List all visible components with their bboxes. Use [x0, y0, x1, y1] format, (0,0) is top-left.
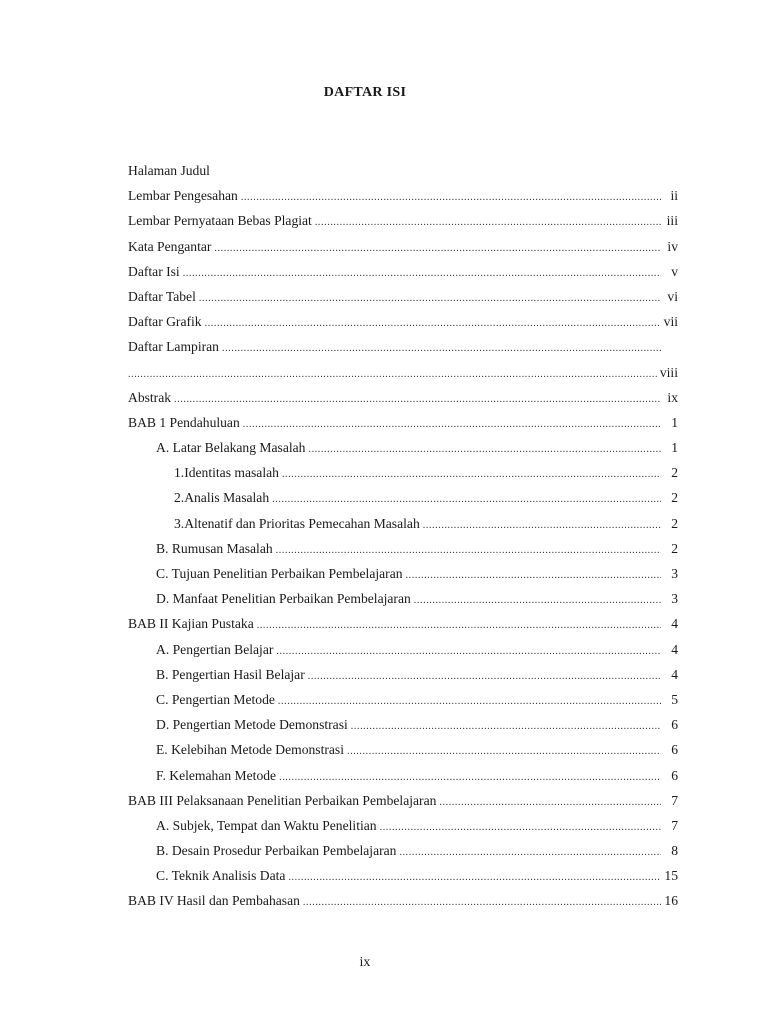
toc-entry-label: BAB II Kajian Pustaka	[128, 616, 254, 632]
toc-entry-page: 16	[664, 893, 678, 909]
toc-entry-label: B. Pengertian Hasil Belajar	[156, 666, 305, 682]
table-of-contents	[128, 158, 678, 914]
toc-entry-label: D. Pengertian Metode Demonstrasi	[156, 717, 348, 733]
dot-leader	[380, 815, 661, 840]
toc-entry-page: 1	[671, 440, 678, 456]
toc-entry-page: 6	[671, 717, 678, 733]
dot-leader	[308, 437, 661, 462]
toc-entry-label: E. Kelebihan Metode Demonstrasi	[156, 742, 344, 758]
toc-entry-page: v	[671, 263, 678, 279]
toc-entry-page: 2	[671, 515, 678, 531]
toc-entry	[128, 737, 678, 762]
dot-leader	[279, 765, 661, 790]
toc-entry-page: 6	[671, 742, 678, 758]
toc-entry	[128, 586, 678, 611]
toc-entry-page: viii	[659, 364, 678, 380]
page-number: ix	[359, 955, 371, 970]
dot-leader	[288, 865, 661, 890]
toc-entry-label: C. Pengertian Metode	[156, 691, 275, 707]
toc-entry-page: 2	[671, 540, 678, 556]
toc-entry	[128, 888, 678, 913]
toc-entry-label: Lembar Pengesahan	[128, 188, 238, 204]
dot-leader	[439, 790, 661, 815]
toc-entry	[128, 208, 678, 233]
toc-entry-page: vii	[663, 314, 678, 330]
toc-entry	[128, 485, 678, 510]
toc-entry-label: B. Rumusan Masalah	[156, 540, 273, 556]
dot-leader	[351, 714, 661, 739]
dot-leader	[222, 336, 661, 361]
toc-entry-page: 1	[671, 414, 678, 430]
toc-entry-page: 4	[671, 666, 678, 682]
toc-entry	[128, 712, 678, 737]
toc-entry	[128, 435, 678, 460]
toc-entry-label: BAB 1 Pendahuluan	[128, 414, 240, 430]
toc-entry	[128, 838, 678, 863]
page-title: DAFTAR ISI	[323, 85, 407, 100]
dot-leader	[257, 613, 661, 638]
dot-leader	[174, 387, 661, 412]
toc-entry-label: Daftar Tabel	[128, 288, 196, 304]
dot-leader	[315, 210, 661, 235]
toc-entry	[128, 309, 678, 334]
toc-entry	[128, 637, 678, 662]
toc-entry-label: 2.Analis Masalah	[174, 490, 270, 506]
toc-entry-page: 6	[671, 767, 678, 783]
dot-leader	[282, 462, 661, 487]
toc-entry-page: 7	[671, 792, 678, 808]
dot-leader	[241, 185, 661, 210]
toc-entry-label: C. Teknik Analisis Data	[156, 868, 286, 884]
dot-leader	[276, 639, 661, 664]
toc-entry-label: Lembar Pernyataan Bebas Plagiat	[128, 213, 312, 229]
dot-leader	[214, 236, 661, 261]
toc-entry-label: 1.Identitas masalah	[174, 465, 279, 481]
toc-entry-label: Daftar Grafik	[128, 314, 202, 330]
toc-entry	[128, 813, 678, 838]
toc-entry-page: ii	[670, 188, 678, 204]
toc-entry-page: 3	[671, 591, 678, 607]
toc-entry	[128, 763, 678, 788]
toc-entry-page: iii	[666, 213, 678, 229]
toc-entry-label: A. Latar Belakang Masalah	[156, 440, 306, 456]
toc-entry-label: A. Pengertian Belajar	[156, 641, 274, 657]
dot-leader	[243, 412, 661, 437]
toc-entry	[128, 788, 678, 813]
dot-leader	[308, 664, 661, 689]
toc-entry	[128, 183, 678, 208]
dot-leader	[399, 840, 661, 865]
toc-entry	[128, 863, 678, 888]
dot-leader	[278, 689, 661, 714]
toc-entry-label: Abstrak	[128, 389, 172, 405]
toc-entry-label: Daftar Lampiran	[128, 339, 219, 355]
toc-entry	[128, 536, 678, 561]
toc-entry-page: 4	[671, 641, 678, 657]
toc-entry	[128, 611, 678, 636]
toc-entry	[128, 561, 678, 586]
toc-entry	[128, 385, 678, 410]
dot-leader	[414, 588, 661, 613]
toc-entry	[128, 158, 678, 183]
dot-leader	[303, 890, 661, 915]
toc-entry	[128, 662, 678, 687]
dot-leader	[199, 286, 661, 311]
toc-entry-page: 7	[671, 817, 678, 833]
toc-entry-page: 2	[671, 465, 678, 481]
toc-entry-label: B. Desain Prosedur Perbaikan Pembelajaran	[156, 843, 397, 859]
dot-leader	[205, 311, 661, 336]
toc-entry	[128, 334, 678, 359]
toc-entry	[128, 360, 678, 385]
toc-entry-label: Kata Pengantar	[128, 238, 212, 254]
toc-entry-page: iv	[667, 238, 678, 254]
toc-entry	[128, 460, 678, 485]
dot-leader	[128, 362, 657, 387]
toc-entry-page: 5	[671, 691, 678, 707]
toc-entry-label: Daftar Isi	[128, 263, 180, 279]
toc-entry-page: 3	[671, 566, 678, 581]
toc-entry	[128, 410, 678, 435]
toc-entry-label: A. Subjek, Tempat dan Waktu Penelitian	[156, 817, 377, 833]
dot-leader	[272, 487, 661, 512]
dot-leader	[276, 538, 661, 563]
toc-entry-page: 15	[664, 868, 678, 884]
dot-leader	[423, 513, 661, 538]
toc-entry-label: C. Tujuan Penelitian Perbaikan Pembelajaran	[156, 566, 403, 581]
toc-entry-label: D. Manfaat Penelitian Perbaikan Pembelajaran	[156, 591, 411, 607]
toc-entry-label: Halaman Judul	[128, 163, 210, 178]
dot-leader	[406, 563, 661, 588]
toc-entry-page: vi	[667, 288, 678, 304]
toc-entry-label: F. Kelemahan Metode	[156, 767, 277, 783]
toc-entry	[128, 511, 678, 536]
toc-entry	[128, 687, 678, 712]
toc-entry-page: 8	[671, 843, 678, 859]
toc-entry	[128, 234, 678, 259]
dot-leader	[183, 261, 661, 286]
toc-entry	[128, 259, 678, 284]
toc-entry-page: ix	[667, 389, 678, 405]
dot-leader	[347, 739, 661, 764]
toc-entry-page: 4	[671, 616, 678, 632]
toc-entry-label: BAB IV Hasil dan Pembahasan	[128, 893, 300, 909]
toc-entry-label: BAB III Pelaksanaan Penelitian Perbaikan Pembelajaran	[128, 792, 437, 808]
toc-entry-label: 3.Altenatif dan Prioritas Pemecahan Masalah	[174, 515, 420, 531]
toc-entry	[128, 284, 678, 309]
toc-entry-page: 2	[671, 490, 678, 506]
